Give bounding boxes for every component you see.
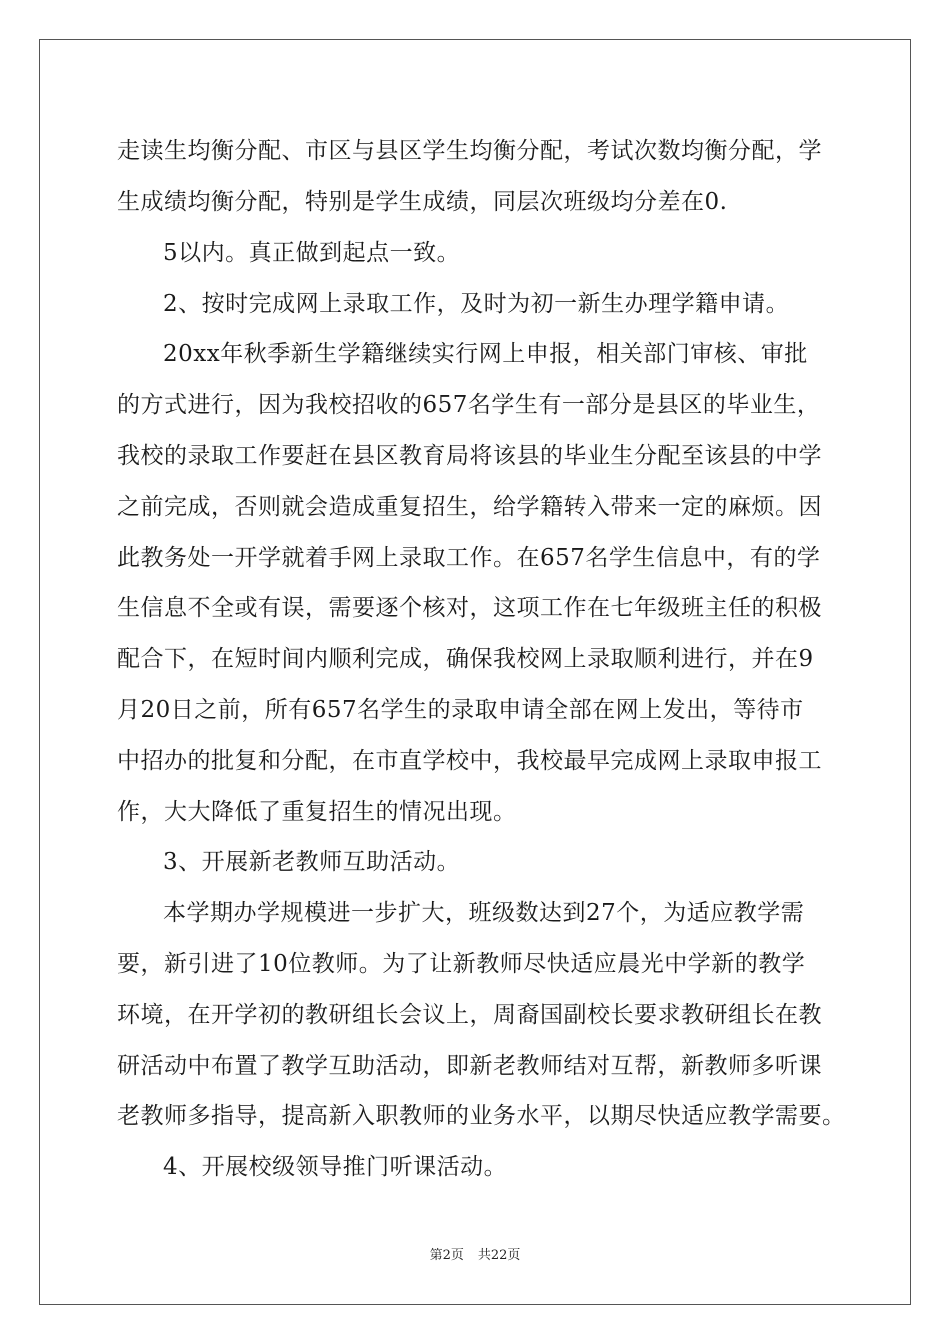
section-heading: 4、开展校级领导推门听课活动。 — [163, 1154, 508, 1180]
text-line: 中招办的批复和分配，在市直学校中，我校最早完成网上录取申报工 — [117, 748, 822, 774]
text-line: 生成绩均衡分配，特别是学生成绩，同层次班级均分差在0. — [117, 189, 728, 215]
text-line: 作，大大降低了重复招生的情况出现。 — [117, 799, 517, 825]
text-line: 我校的录取工作要赶在县区教育局将该县的毕业生分配至该县的中学 — [117, 443, 822, 469]
text-line: 配合下，在短时间内顺利完成，确保我校网上录取顺利进行，并在9 — [117, 646, 814, 672]
page-total: 共22页 — [477, 1248, 521, 1263]
text-line: 生信息不全或有误，需要逐个核对，这项工作在七年级班主任的积极 — [117, 595, 822, 621]
section-heading: 2、按时完成网上录取工作，及时为初一新生办理学籍申请。 — [163, 291, 790, 317]
text-line: 20xx年秋季新生学籍继续实行网上申报，相关部门审核、审批 — [163, 341, 808, 367]
text-line: 老教师多指导，提高新入职教师的业务水平，以期尽快适应教学需要。 — [117, 1103, 846, 1129]
text-line: 研活动中布置了教学互助活动，即新老教师结对互帮，新教师多听课 — [117, 1053, 822, 1079]
section-heading: 3、开展新老教师互助活动。 — [163, 849, 461, 875]
text-line: 本学期办学规模进一步扩大，班级数达到27个，为适应教学需 — [163, 900, 805, 926]
text-line: 环境，在开学初的教研组长会议上，周裔国副校长要求教研组长在教 — [117, 1002, 822, 1028]
page-number: 第2页 — [429, 1248, 464, 1263]
text-line: 5以内。真正做到起点一致。 — [163, 240, 461, 266]
text-line: 要，新引进了10位教师。为了让新教师尽快适应晨光中学新的教学 — [117, 951, 806, 977]
text-line: 之前完成，否则就会造成重复招生，给学籍转入带来一定的麻烦。因 — [117, 494, 822, 520]
text-line: 月20日之前，所有657名学生的录取申请全部在网上发出，等待市 — [117, 697, 804, 723]
text-line: 此教务处一开学就着手网上录取工作。在657名学生信息中，有的学 — [117, 545, 821, 571]
page-footer — [0, 1244, 950, 1263]
text-line: 的方式进行，因为我校招收的657名学生有一部分是县区的毕业生， — [117, 392, 821, 418]
text-line: 走读生均衡分配、市区与县区学生均衡分配，考试次数均衡分配，学 — [117, 138, 822, 164]
